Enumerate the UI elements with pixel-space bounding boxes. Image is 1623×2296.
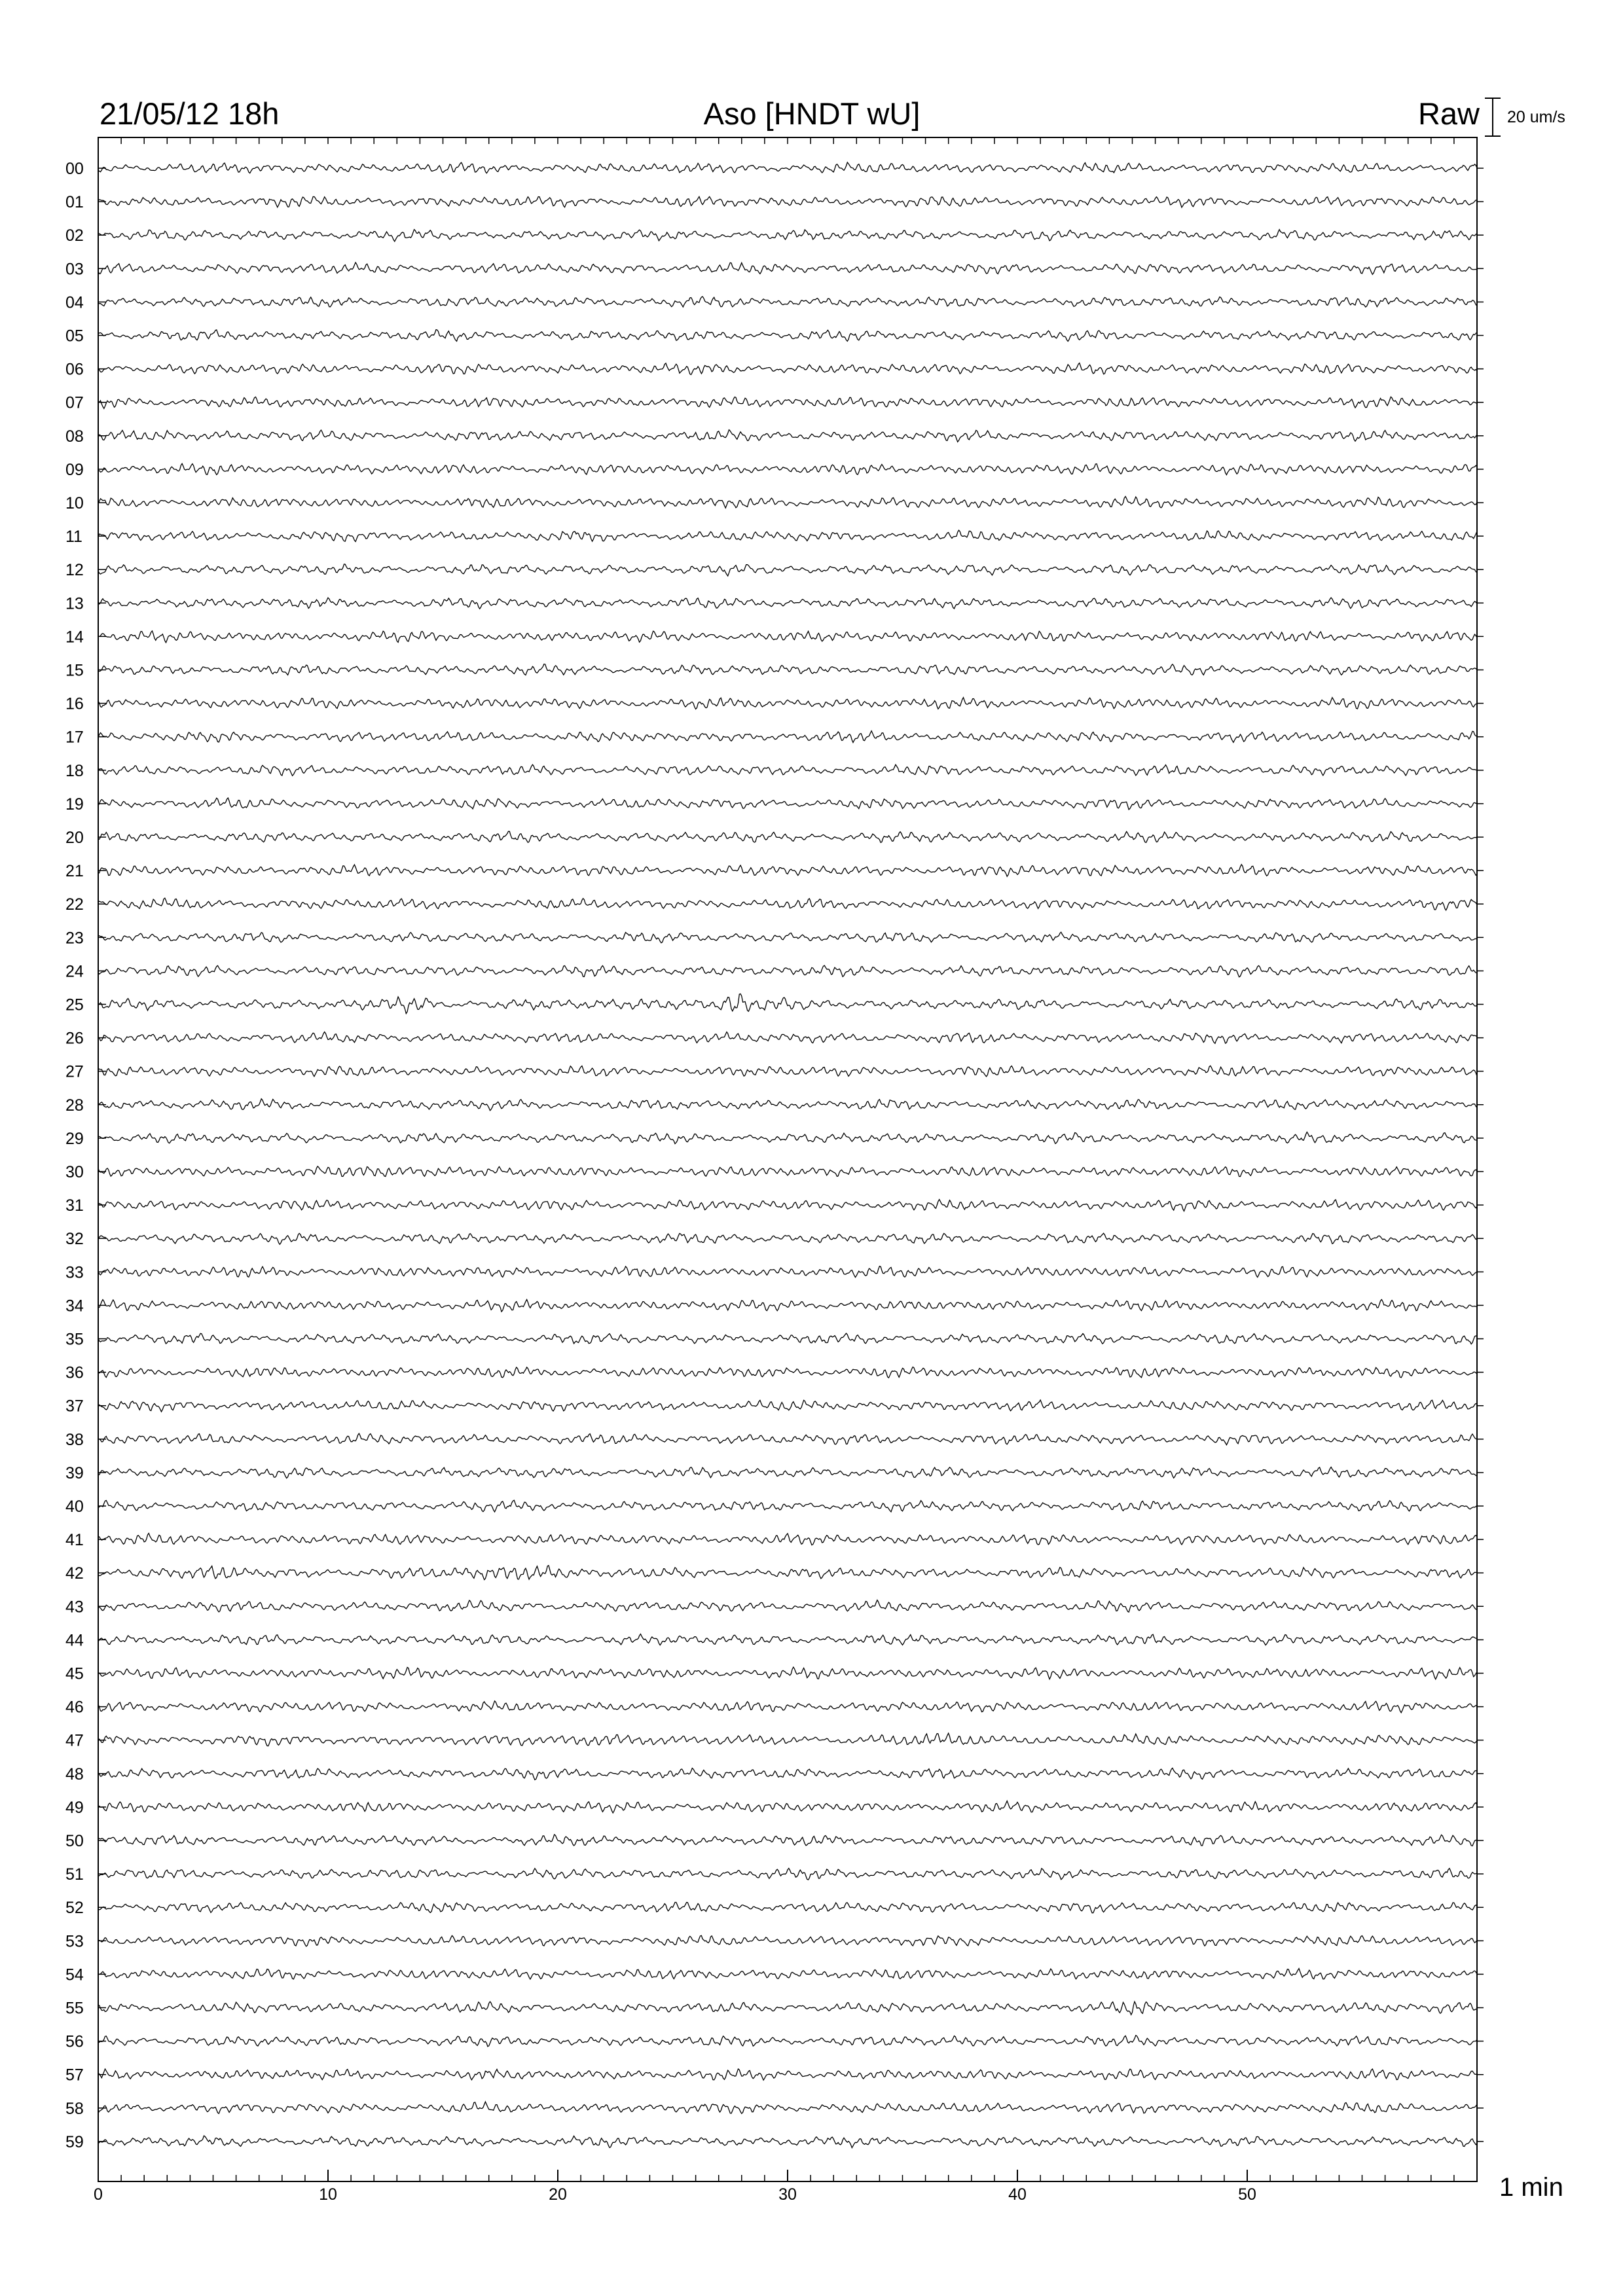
trace-line-03 bbox=[98, 262, 1477, 274]
row-label: 05 bbox=[65, 327, 84, 346]
trace-line-51 bbox=[98, 1869, 1477, 1880]
trace-line-33 bbox=[98, 1266, 1477, 1278]
row-label: 48 bbox=[65, 1765, 84, 1784]
trace-line-01 bbox=[98, 196, 1477, 207]
row-label: 04 bbox=[65, 293, 84, 312]
trace-line-42 bbox=[98, 1566, 1477, 1580]
x-axis-label: 1 min bbox=[1499, 2173, 1563, 2202]
trace-line-18 bbox=[98, 764, 1477, 776]
row-label: 15 bbox=[65, 661, 84, 680]
trace-line-46 bbox=[98, 1701, 1477, 1713]
row-label: 46 bbox=[65, 1698, 84, 1717]
trace-line-44 bbox=[98, 1634, 1477, 1645]
trace-line-47 bbox=[98, 1733, 1477, 1746]
trace-line-16 bbox=[98, 698, 1477, 709]
trace-line-57 bbox=[98, 2069, 1477, 2080]
trace-line-49 bbox=[98, 1801, 1477, 1813]
row-label: 01 bbox=[65, 193, 84, 212]
trace-line-27 bbox=[98, 1066, 1477, 1076]
row-label: 22 bbox=[65, 895, 84, 914]
trace-line-53 bbox=[98, 1935, 1477, 1946]
trace-line-55 bbox=[98, 2001, 1477, 2015]
trace-line-10 bbox=[98, 497, 1477, 509]
row-label: 47 bbox=[65, 1731, 84, 1750]
row-label: 16 bbox=[65, 694, 84, 713]
scale-bar bbox=[1485, 98, 1501, 136]
row-label: 50 bbox=[65, 1832, 84, 1850]
row-label: 35 bbox=[65, 1330, 84, 1349]
trace-line-21 bbox=[98, 865, 1477, 876]
scale-label: 20 um/s bbox=[1507, 108, 1565, 126]
row-label: 49 bbox=[65, 1798, 84, 1817]
row-label: 03 bbox=[65, 260, 84, 279]
row-label: 39 bbox=[65, 1463, 84, 1482]
row-label: 20 bbox=[65, 829, 84, 847]
trace-line-05 bbox=[98, 330, 1477, 342]
trace-line-24 bbox=[98, 965, 1477, 977]
x-tick-label: 0 bbox=[94, 2185, 103, 2204]
row-label: 24 bbox=[65, 962, 84, 981]
trace-line-31 bbox=[98, 1200, 1477, 1211]
row-label: 25 bbox=[65, 996, 84, 1014]
trace-line-48 bbox=[98, 1768, 1477, 1780]
row-label: 33 bbox=[65, 1263, 84, 1282]
x-tick-label: 40 bbox=[1008, 2185, 1027, 2204]
trace-line-02 bbox=[98, 230, 1477, 242]
row-label: 23 bbox=[65, 929, 84, 948]
minor-ticks bbox=[98, 137, 1477, 2181]
mode-label: Raw bbox=[1417, 96, 1480, 131]
date-hour-label: 21/05/12 18h bbox=[100, 96, 280, 131]
row-label: 00 bbox=[65, 160, 84, 178]
row-label: 41 bbox=[65, 1531, 84, 1550]
row-label: 07 bbox=[65, 393, 84, 412]
trace-line-37 bbox=[98, 1400, 1477, 1412]
x-tick-label: 10 bbox=[319, 2185, 337, 2204]
row-label: 09 bbox=[65, 460, 84, 479]
trace-line-34 bbox=[98, 1300, 1477, 1312]
trace-line-58 bbox=[98, 2102, 1477, 2113]
row-label: 59 bbox=[65, 2132, 84, 2151]
row-label: 27 bbox=[65, 1062, 84, 1081]
traces bbox=[98, 162, 1477, 2148]
trace-line-22 bbox=[98, 898, 1477, 910]
row-label: 17 bbox=[65, 728, 84, 747]
row-label: 14 bbox=[65, 628, 84, 647]
row-label: 08 bbox=[65, 427, 84, 446]
row-label: 51 bbox=[65, 1865, 84, 1884]
trace-line-20 bbox=[98, 831, 1477, 842]
row-label: 02 bbox=[65, 226, 84, 245]
row-label: 11 bbox=[65, 528, 82, 547]
row-label: 06 bbox=[65, 360, 84, 379]
row-label: 42 bbox=[65, 1564, 84, 1583]
row-label: 54 bbox=[65, 1965, 84, 1984]
row-label: 52 bbox=[65, 1899, 84, 1918]
plot-frame bbox=[98, 137, 1477, 2181]
trace-line-54 bbox=[98, 1969, 1477, 1979]
trace-line-28 bbox=[98, 1099, 1477, 1111]
x-tick-label: 30 bbox=[778, 2185, 797, 2204]
row-label: 21 bbox=[65, 862, 84, 881]
row-label: 55 bbox=[65, 1999, 84, 2018]
trace-line-23 bbox=[98, 932, 1477, 942]
chart-title: Aso [HNDT wU] bbox=[703, 96, 921, 131]
trace-line-32 bbox=[98, 1233, 1477, 1244]
trace-line-25 bbox=[98, 994, 1477, 1013]
trace-line-30 bbox=[98, 1166, 1477, 1177]
x-tick-label: 20 bbox=[549, 2185, 567, 2204]
trace-line-19 bbox=[98, 798, 1477, 810]
row-label: 29 bbox=[65, 1129, 84, 1148]
trace-line-39 bbox=[98, 1467, 1477, 1479]
row-label: 32 bbox=[65, 1230, 84, 1249]
trace-line-43 bbox=[98, 1600, 1477, 1612]
trace-line-14 bbox=[98, 631, 1477, 643]
trace-line-11 bbox=[98, 530, 1477, 541]
trace-line-08 bbox=[98, 430, 1477, 442]
trace-line-06 bbox=[98, 363, 1477, 375]
row-label: 26 bbox=[65, 1029, 84, 1048]
row-label: 57 bbox=[65, 2066, 84, 2085]
trace-line-09 bbox=[98, 463, 1477, 475]
row-label: 56 bbox=[65, 2032, 84, 2051]
trace-line-00 bbox=[98, 162, 1477, 173]
row-label: 58 bbox=[65, 2099, 84, 2118]
row-label: 19 bbox=[65, 795, 84, 814]
row-label: 38 bbox=[65, 1430, 84, 1449]
trace-line-17 bbox=[98, 731, 1477, 743]
row-label: 18 bbox=[65, 761, 84, 780]
trace-line-50 bbox=[98, 1835, 1477, 1846]
trace-line-04 bbox=[98, 296, 1477, 307]
row-label: 36 bbox=[65, 1363, 84, 1382]
row-label: 40 bbox=[65, 1498, 84, 1516]
row-label: 45 bbox=[65, 1664, 84, 1683]
trace-line-35 bbox=[98, 1333, 1477, 1344]
row-labels bbox=[65, 160, 1484, 2151]
row-label: 44 bbox=[65, 1631, 84, 1650]
trace-line-26 bbox=[98, 1032, 1477, 1044]
trace-line-15 bbox=[98, 664, 1477, 675]
row-label: 13 bbox=[65, 594, 84, 613]
row-label: 28 bbox=[65, 1096, 84, 1115]
row-label: 30 bbox=[65, 1163, 84, 1181]
row-label: 31 bbox=[65, 1196, 84, 1215]
trace-line-29 bbox=[98, 1132, 1477, 1144]
trace-line-13 bbox=[98, 598, 1477, 609]
row-label: 43 bbox=[65, 1598, 84, 1617]
trace-line-07 bbox=[98, 397, 1477, 408]
row-label: 12 bbox=[65, 561, 84, 580]
trace-line-45 bbox=[98, 1667, 1477, 1679]
row-label: 37 bbox=[65, 1397, 84, 1416]
row-label: 34 bbox=[65, 1297, 84, 1316]
trace-line-56 bbox=[98, 2036, 1477, 2047]
x-tick-label: 50 bbox=[1238, 2185, 1256, 2204]
row-label: 53 bbox=[65, 1932, 84, 1951]
trace-line-52 bbox=[98, 1903, 1477, 1913]
trace-line-38 bbox=[98, 1433, 1477, 1445]
trace-line-40 bbox=[98, 1500, 1477, 1512]
x-axis bbox=[94, 2170, 1256, 2204]
trace-line-36 bbox=[98, 1367, 1477, 1378]
trace-line-41 bbox=[98, 1534, 1477, 1545]
trace-line-59 bbox=[98, 2136, 1477, 2147]
trace-line-12 bbox=[98, 564, 1477, 576]
row-label: 10 bbox=[65, 494, 84, 512]
